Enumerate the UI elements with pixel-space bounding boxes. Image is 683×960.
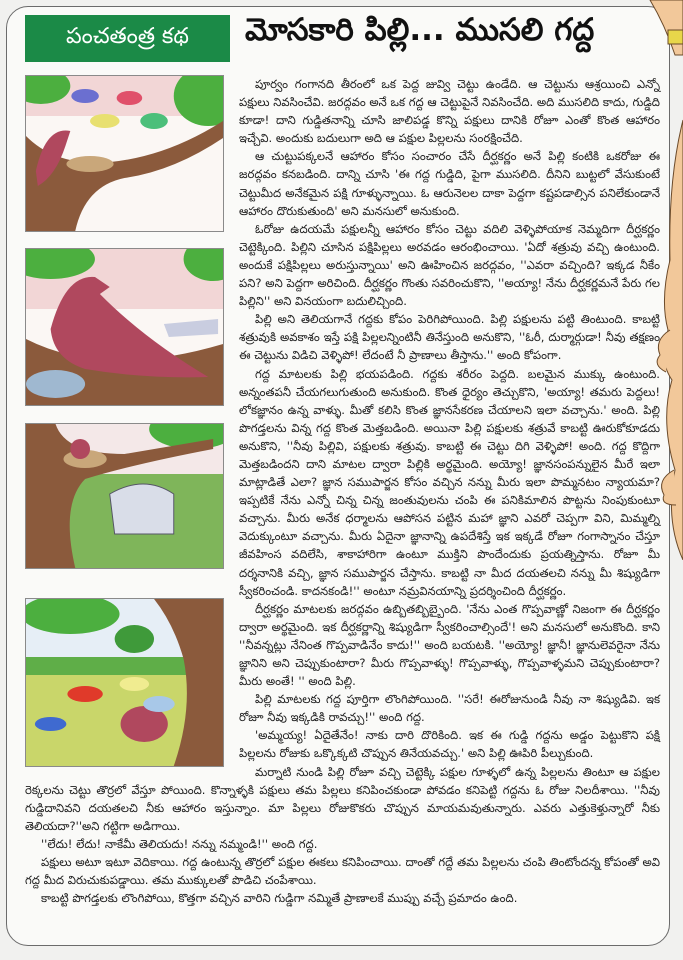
story-paragraph: గద్ద మాటలకు పిల్లి భయపడింది. గద్దకు శరీరం పెద్దది. బలమైన ముక్కు ఉంటుంది. అన్నంతపనీ చేయగలుగుతుంది అనుకుంది. కొంత ధైర్యం తెచ్చుకొని, 'అయ్యా! తమరు పెద్దలు! లోకజ్ఞానం ఉన్న వాళ్ళు. మీతో కలిసి కొంత జ్ఞానసేకరణ చేయాలని ఇలా వచ్చాను.' అంది. పిల్లి పొగడ్తలను విన్న గద్ద కొంత మెత్తబడింది. అయినా పిల్లి పక్షులకు శత్రువే కాబట్టి ఊరుకోకూడదు అనుకొని, ''నీవు పిల్లివి, పక్షులకు శత్రువు. కాబట్టి ఈ చెట్టు దిగి వెళ్ళిపో! అంది. గద్ద కొద్దిగా మెత్తబడిందని దాని మాటల ద్వారా పిల్లికి అర్థమైంది. అయ్యో! జ్ఞానసంపన్నులైన మీరే ఇలా మాట్లాడితే ఎలా? జ్ఞాన సముపార్జన కోసం వచ్చిన నన్ను మీరు ఇలా పొమ్మనటం న్యాయమా? ఇప్పటికే నేను ఎన్నో చిన్న చిన్న జంతువులను చంపి ఈ పనికిమాలిన పొట్టను నింపుకుంటూ వచ్చాను. మీరు అనేక ధర్మాలను ఆపోసన పట్టిన మహా జ్ఞాని ఎవరో చెప్పగా విని, మిమ్మల్ని వెదుక్కుంటూ వచ్చాను. మీరు ఏదైనా జ్ఞానాన్ని ఉపదేశిస్తే ఇక ఇక్కడే రోజూ గంగాస్నానం చేస్తూ జీవహింస వదిలేసి, శాకాహారిగా ఉంటూ ముక్తిని పొందేందుకు ప్రయత్నిస్తాను. రోజూ మీ దర్శనానికి వచ్చి, జ్ఞాన సముపార్జన చేస్తాను. కాబట్టి నా మీద దయతలచి నన్ను మీ శిష్యుడిగా స్వీకరించండి. కాదనకండి!'' అంటూ నమ్రవినయాన్ని ప్రదర్శించింది దీర్ఘకర్ణం.	[239, 366, 660, 598]
story-paragraph: ఓరోజు ఉదయమే పక్షులన్నీ ఆహారం కోసం చెట్టు వదిలి వెళ్ళిపోయాక నెమ్మదిగా దీర్ఘకర్ణం చెట్టెక్కింది. పిల్లిని చూసిన పక్షిపిల్లలు అరవడం ఆరంభించాయి. 'ఏదో శత్రువు వచ్చి ఉంటుంది. అందుకే పక్షిపిల్లలు అరుస్తున్నాయి' అని ఊహించిన జరద్గవం, ''ఎవరా వచ్చింది? ఇక్కడ నీకేం పని? అని పెద్దగా అరిచింది. దీర్ఘకర్ణం గొంతు సవరించుకొని, ''అయ్యా! నేను దీర్ఘకర్ణమనే పేరు గల పిల్లిని'' అని వినయంగా బదులిచ్చింది.	[239, 221, 660, 309]
story-paragraph: ఆ చుట్టుపక్కలనే ఆహారం కోసం సంచారం చేసే దీర్ఘకర్ణం అనే పిల్లి కంటికి ఒకరోజు ఈ జరద్గవం కనబడింది. దాన్ని చూసి 'ఈ గద్ద గుడ్డిది, పైగా ముసలిది. దీనిని బుట్టలో వేసుకుంటే చెట్టుమీద అనేకమైన పక్షి గూళ్ళున్నాయి. ఓ ఆరునెలల దాకా పెద్దగా కష్టపడాల్సిన పనిలేకుండానే ఆహారం దొరుకుతుంది' అని మనసులో అనుకుంది.	[239, 149, 660, 218]
illustration-birds-feeding-eagle	[25, 75, 224, 232]
illustration-cat-below-tree	[25, 423, 224, 569]
story-paragraph: మర్నాటి నుండి పిల్లి రోజూ వచ్చి చెట్టెక్కి పక్షుల గూళ్ళలో ఉన్న పిల్లలను తింటూ ఆ పక్షుల రెక్కలను చెట్టు తొర్రలో వేస్తూ పోయింది. కొన్నాళ్ళకి పక్షులు తమ పిల్లలు కనిపించకుండా పోవడం కనిపెట్టి గద్దను ఓ రోజు నిలదీశాయి. ''నీవు గుడ్డిదానివని దయతలచి నీకు ఆహారం ఇస్తున్నాం. మా పిల్లలు రోజుకొకరు చొప్పున మాయమవుతున్నారు. ఎవరు ఎత్తుకెళ్తున్నారో నీకు తెలియదా?''అని గట్టిగా అడిగాయి.	[25, 764, 660, 833]
illustration-birds-attack-eagle	[25, 598, 224, 767]
story-paragraph: పక్షులు అటూ ఇటూ వెదికాయి. గద్ద ఉంటున్న తొర్రలో పక్షుల ఈకలు కనిపించాయి. దాంతో గద్దే తమ పిల్లలను చంపి తింటోందన్న కోపంతో అవి గద్ద మీద విరుచుకుపడ్డాయి. తమ ముక్కులతో పొడిచి చంపేశాయి.	[25, 855, 660, 888]
story-paragraph: ''లేదు! లేదు! నాకేమీ తెలియదు! నన్ను నమ్మండి!'' అంది గద్ద.	[41, 836, 318, 851]
story-paragraph: పూర్వం గంగానది తీరంలో ఒక పెద్ద జువ్వి చెట్టు ఉండేది. ఆ చెట్టును ఆశ్రయించి ఎన్నో పక్షులు నివసించేవి. జరద్గవం అనే ఒక గద్ద ఆ చెట్టుపైనే నివసించేది. అది ముసలిది కాదు, గుడ్డిది కూడా! దాని గుడ్డితనాన్ని చూసి జాలిపడ్డ కొన్ని పక్షులు దానికి రోజూ ఎంతో కొంత ఆహారం ఇచ్చేవి. అందుకు బదులుగా అది ఆ పక్షుల పిల్లలను సంరక్షించేది.	[239, 77, 660, 146]
story-paragraph: దీర్ఘకర్ణం మాటలకు జరద్గవం ఉబ్బితబ్బిబ్బైంది. 'నేను ఎంత గొప్పవాణ్ణో నిజంగా ఈ దీర్ఘకర్ణం ద్వారా అర్థమైంది. ఇక దీర్ఘకర్ణాన్ని శిష్యుడిగా స్వీకరించాల్సిందే'! అని మనసులో అనుకొంది. కాని ''నీవన్నట్లు నేనింత గొప్పవాడినేం కాదు!'' అంది బయటకి. ''అయ్యో! జ్ఞానీ! జ్ఞానులెవరైనా నేను జ్ఞానిని అని చెప్పుకుంటారా? మీరు గొప్పవాళ్ళు! గొప్పవాళ్ళు, గొప్పవాళ్ళమని చెప్పుకుంటారా? మీరు అంతే! '' అంది పిల్లి.	[239, 601, 660, 689]
illustration-eagle-and-cat	[25, 248, 224, 406]
story-body	[25, 75, 660, 907]
series-badge: పంచతంత్ర కథ	[25, 15, 230, 62]
illustration-column	[25, 75, 223, 770]
story-title: మోసకారి పిల్లి... ముసలి గద్ద	[245, 12, 595, 48]
story-paragraph: పిల్లి మాటలకు గద్ద పూర్తిగా లొంగిపోయింది. ''సరే! ఈరోజునుండి నీవు నా శిష్యుడివి. ఇక రోజూ నీవు ఇక్కడికి రావచ్చు!'' అంది గద్ద.	[239, 692, 660, 725]
story-moral: కాబట్టి పొగడ్తలకు లొంగిపోయి, కొత్తగా వచ్చిన వారిని గుడ్డిగా నమ్మితే ప్రాణాలకే ముప్పు వచ్చే ప్రమాదం ఉంది.	[41, 891, 518, 906]
story-paragraph: 'అమ్మయ్య! ఏదైతేనేం! నాకు దారి దొరికింది. ఇక ఈ గుడ్డి గద్దను అడ్డం పెట్టుకొని పక్షి పిల్లలను రోజుకు ఒక్కొక్కటి చొప్పున తినేయవచ్చు.' అని పిల్లి ఊపిరి పీల్చుకుంది.	[239, 728, 660, 761]
story-paragraph: పిల్లి అని తెలియగానే గద్దకు కోపం పెరిగిపోయింది. పిల్లి పక్షులను పట్టి తింటుంది. కాబట్టి శత్రువుకి అవకాశం ఇస్తే పక్షి పిల్లలన్నింటినీ తినేస్తుంది అనుకొని, ''ఓరీ, దుర్మార్గుడా! నీవు తక్షణం ఈ చెట్టును విడిచి వెళ్ళిపో! లేదంటే నీ ప్రాణాలు తీస్తాను.'' అంది కోపంగా.	[239, 312, 660, 363]
